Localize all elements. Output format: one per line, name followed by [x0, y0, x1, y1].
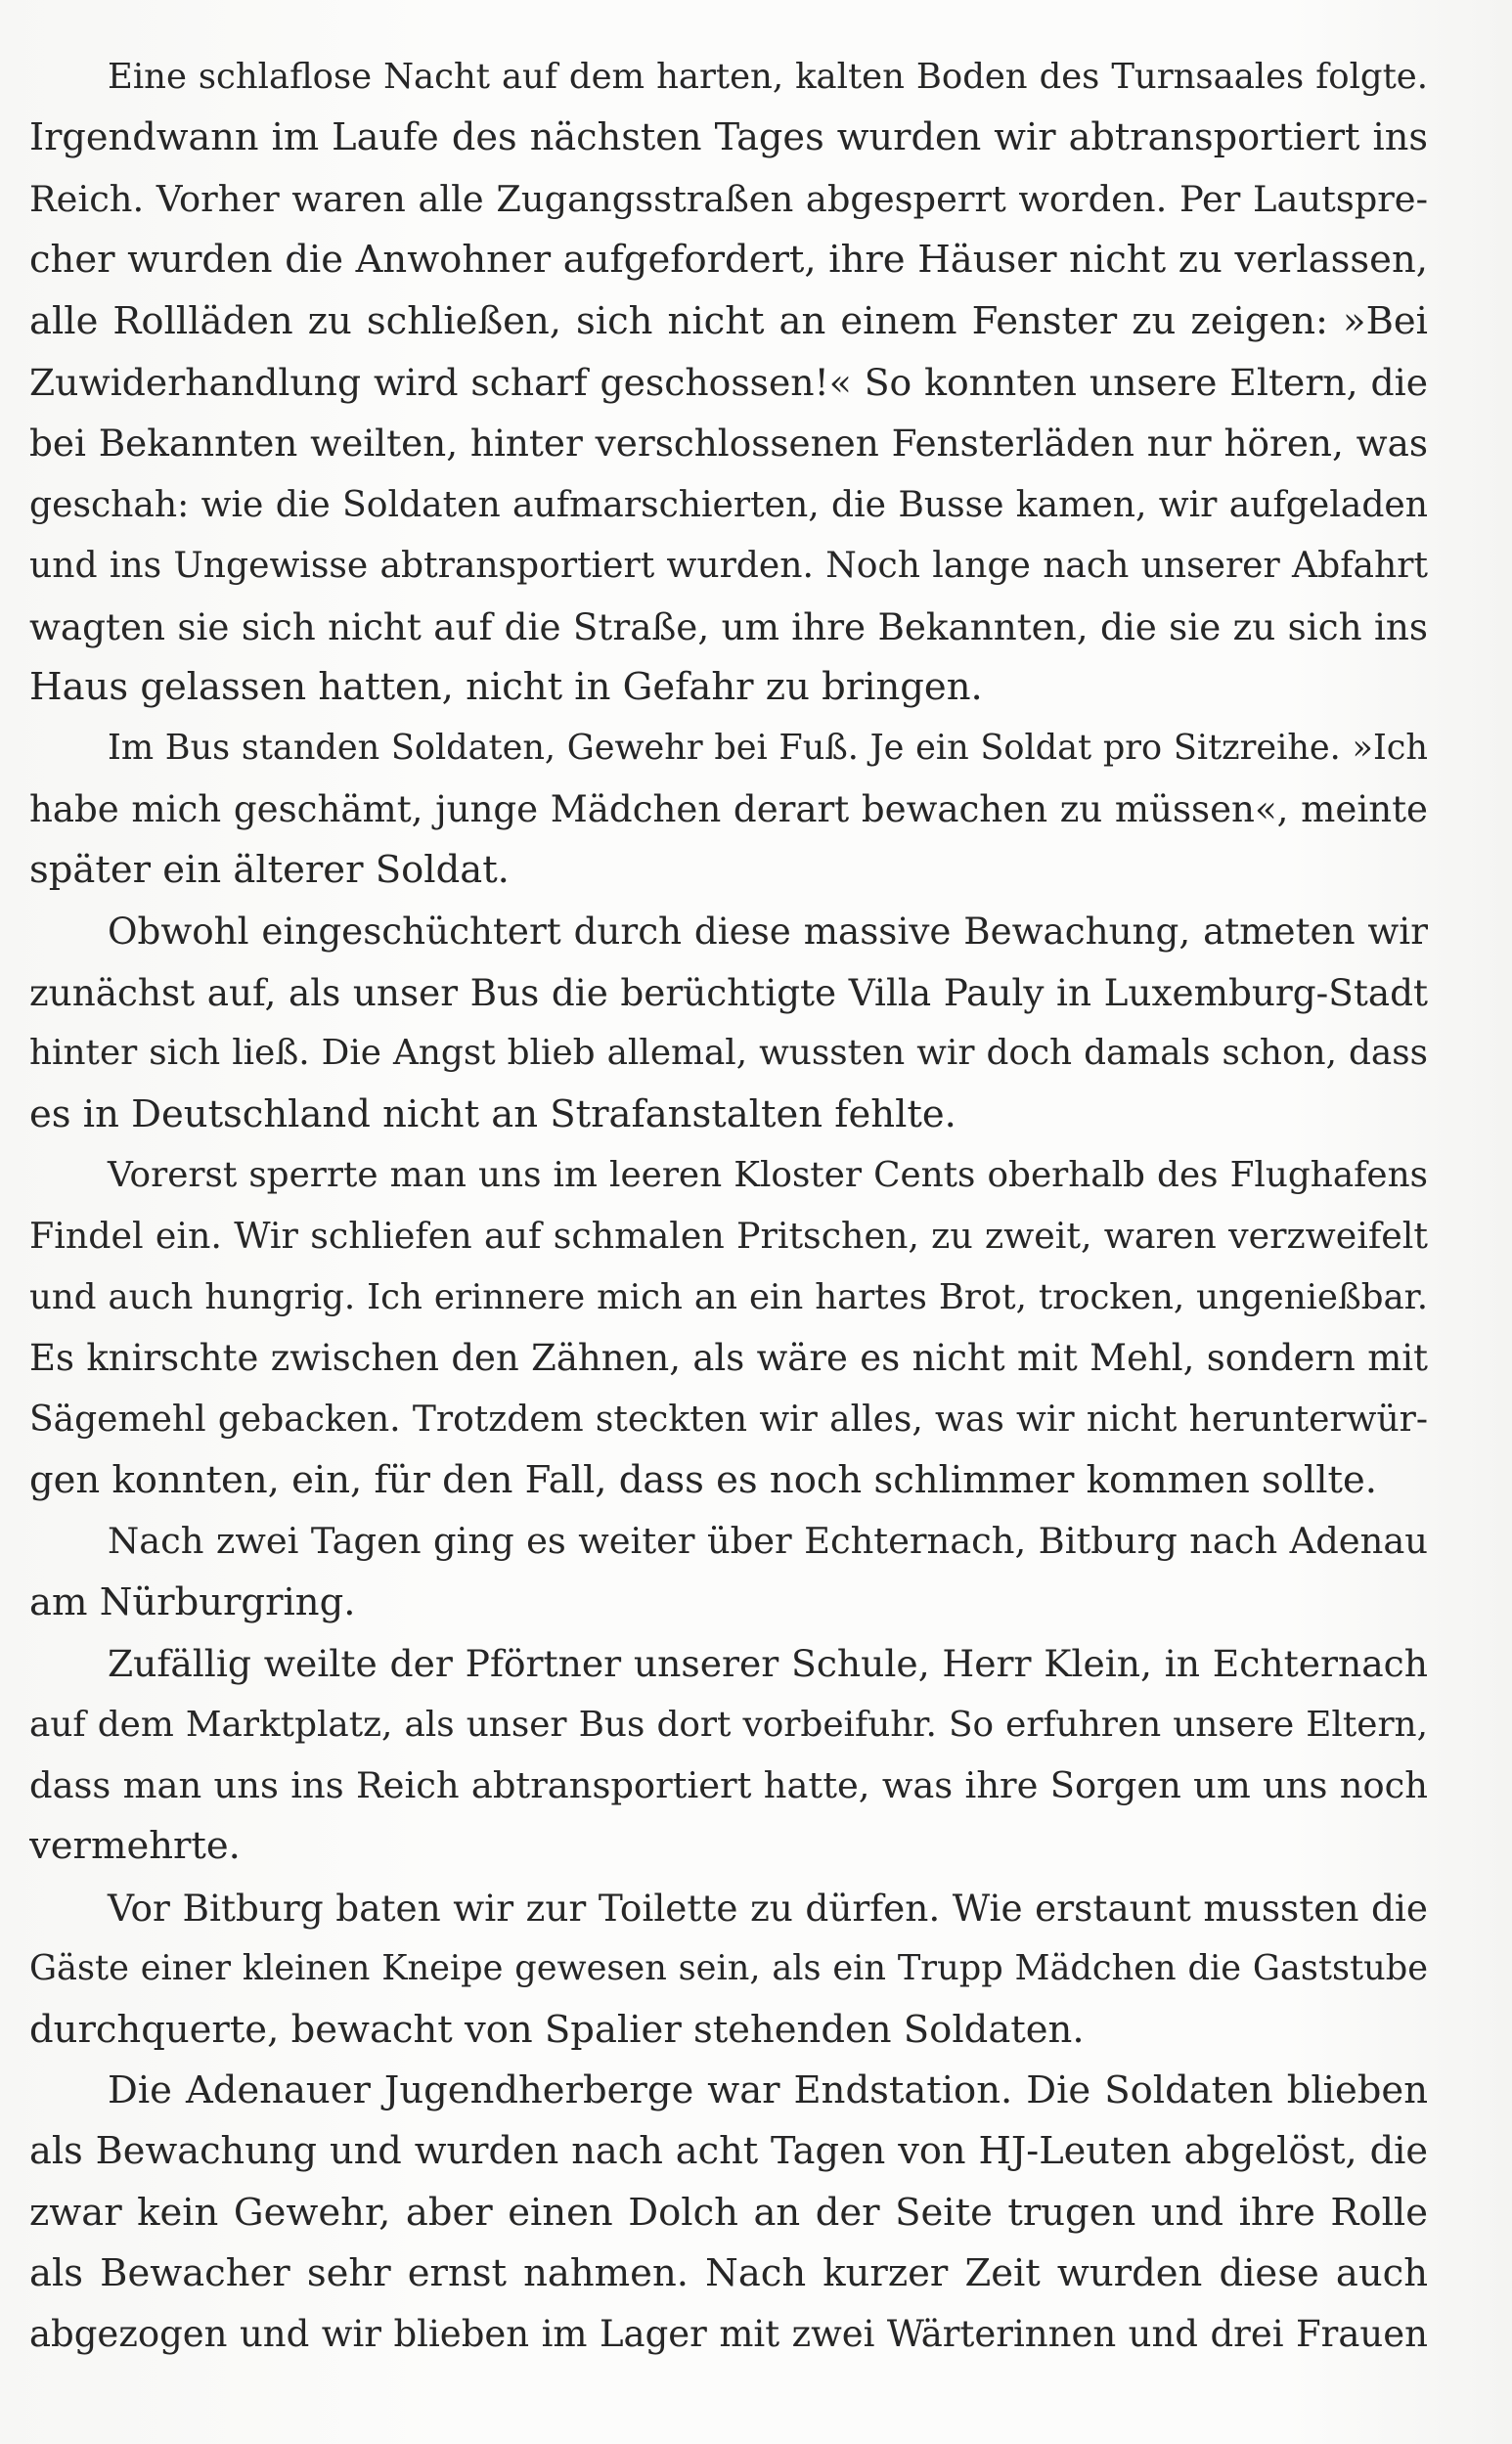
text-line: durchquerte, bewacht von Spalier stehenden Soldaten.	[29, 2007, 1085, 2052]
text-line: wagten sie sich nicht auf die Straße, um ihre Bekannten, die sie zu sich ins	[29, 604, 1428, 648]
text-line: am Nürburgring.	[29, 1579, 356, 1624]
text-line: Vor Bitburg baten wir zur Toilette zu dürfen. Wie erstaunt mussten die	[108, 1886, 1428, 1930]
text-line: bei Bekannten weilten, hinter verschlossenen Fensterläden nur hören, was	[29, 422, 1428, 466]
text-line: Findel ein. Wir schliefen auf schmalen Pritschen, zu zweit, waren verzweifelt	[29, 1215, 1428, 1258]
paragraph	[29, 47, 1428, 718]
text-line: Reich. Vorher waren alle Zugangsstraßen abgesperrt worden. Per Lautspre-	[29, 177, 1428, 220]
paragraph	[29, 2061, 1428, 2366]
text-line: Sägemehl gebacken. Trotzdem steckten wir alles, was wir nicht herunterwür-	[29, 1399, 1428, 1440]
paragraph	[29, 901, 1428, 1145]
text-line: dass man uns ins Reich abtransportiert hatte, was ihre Sorgen um uns noch	[29, 1763, 1428, 1806]
text-line: als Bewachung und wurden nach acht Tagen von HJ-Leuten abgelöst, die	[29, 2129, 1428, 2174]
text-line: cher wurden die Anwohner aufgefordert, ihre Häuser nicht zu verlassen,	[29, 238, 1428, 283]
text-line: Haus gelassen hatten, nicht in Gefahr zu bringen.	[29, 664, 983, 709]
text-line: als Bewacher sehr ernst nahmen. Nach kurzer Zeit wurden diese auch	[29, 2251, 1428, 2296]
text-line: zunächst auf, als unser Bus die berüchtigte Villa Pauly in Luxemburg-Stadt	[29, 970, 1428, 1014]
text-line: und ins Ungewisse abtransportiert wurden. Noch lange nach unserer Abfahrt	[29, 545, 1428, 587]
text-line: hinter sich ließ. Die Angst blieb allemal, wussten wir doch damals schon, dass	[29, 1033, 1428, 1074]
body-text	[29, 47, 1428, 2366]
text-line: Die Adenauer Jugendherberge war Endstation. Die Soldaten blieben	[108, 2067, 1428, 2112]
text-line: und auch hungrig. Ich erinnere mich an ein hartes Brot, trocken, ungenießbar.	[29, 1276, 1428, 1317]
text-line: geschah: wie die Soldaten aufmarschierten, die Busse kamen, wir aufgeladen	[29, 483, 1428, 525]
text-line: Zuwiderhandlung wird scharf geschossen!« So konnten unsere Eltern, die	[29, 360, 1428, 404]
paragraph	[29, 1145, 1428, 1511]
text-line: auf dem Marktplatz, als unser Bus dort vorbeifuhr. So erfuhren unsere Eltern,	[29, 1704, 1428, 1745]
text-line: Gäste einer kleinen Kneipe gewesen sein, als ein Trupp Mädchen die Gaststube	[29, 1948, 1428, 1989]
text-line: zwar kein Gewehr, aber einen Dolch an der Seite trugen und ihre Rolle	[29, 2190, 1428, 2235]
text-line: Zufällig weilte der Pförtner unserer Schule, Herr Klein, in Echternach	[108, 1642, 1428, 1686]
paragraph	[29, 1878, 1428, 2061]
text-line: abgezogen und wir blieben im Lager mit zwei Wärterinnen und drei Frauen	[29, 2313, 1428, 2356]
text-line: gen konnten, ein, für den Fall, dass es noch schlimmer kommen sollte.	[29, 1457, 1378, 1502]
paragraph	[29, 1633, 1428, 1878]
text-line: Es knirschte zwischen den Zähnen, als wäre es nicht mit Mehl, sondern mit	[29, 1337, 1428, 1380]
text-line: alle Rollläden zu schließen, sich nicht an einem Fenster zu zeigen: »Bei	[29, 298, 1428, 343]
text-line: Im Bus standen Soldaten, Gewehr bei Fuß. Je ein Soldat pro Sitzreihe. »Ich	[108, 728, 1428, 769]
text-line: es in Deutschland nicht an Strafanstalten fehlte.	[29, 1091, 956, 1136]
text-line: Irgendwann im Laufe des nächsten Tages wurden wir abtransportiert ins	[29, 115, 1428, 160]
text-line: Eine schlaflose Nacht auf dem harten, kalten Boden des Turnsaales folgte.	[108, 57, 1428, 97]
text-line: Obwohl eingeschüchtert durch diese massive Bewachung, atmeten wir	[108, 910, 1428, 954]
text-line: habe mich geschämt, junge Mädchen derart bewachen zu müssen«, meinte	[29, 787, 1428, 830]
text-line: Vorerst sperrte man uns im leeren Kloster Cents oberhalb des Flughafens	[108, 1155, 1428, 1196]
text-line: später ein älterer Soldat.	[29, 848, 510, 893]
text-line: vermehrte.	[29, 1824, 241, 1869]
paragraph	[29, 1511, 1428, 1633]
text-line: Nach zwei Tagen ging es weiter über Echternach, Bitburg nach Adenau	[108, 1520, 1428, 1563]
paragraph	[29, 718, 1428, 901]
